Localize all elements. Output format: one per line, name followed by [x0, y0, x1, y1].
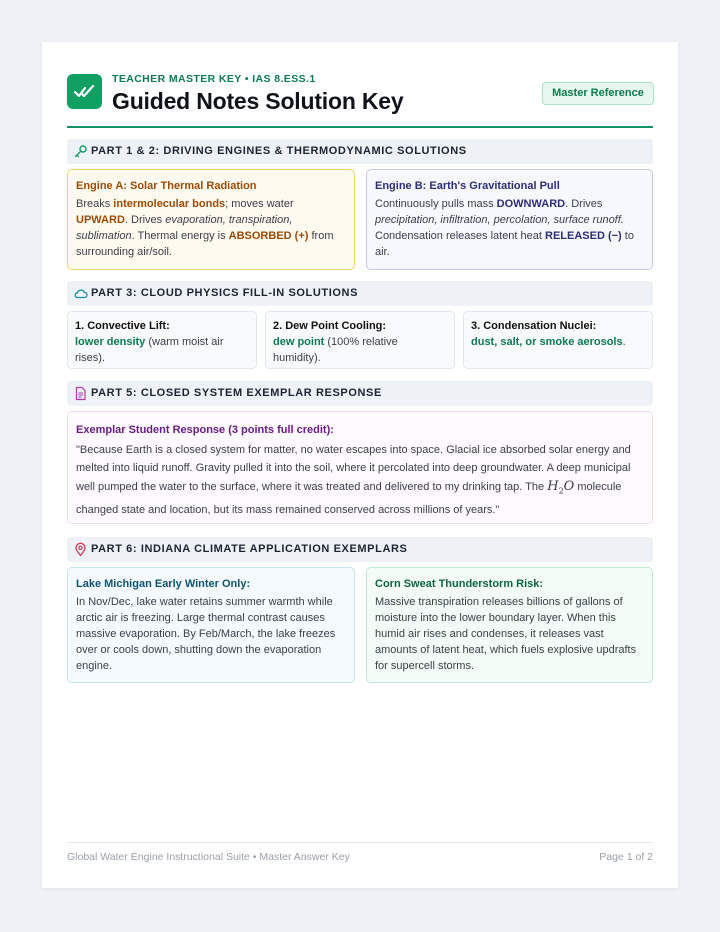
section-title: PART 3: CLOUD PHYSICS FILL-IN SOLUTIONS: [91, 287, 359, 299]
corn-sweat-card: Corn Sweat Thunderstorm Risk: Massive transpiration releases billions of gallons of moisture into the lower boundary layer. When this humid air rises and condenses, it releases vast amounts of latent heat, which fuels explosive updrafts for supercell storms.: [366, 567, 653, 683]
section-header-cloud-physics: [67, 281, 653, 306]
footer-divider: [67, 842, 653, 843]
section-title: PART 6: INDIANA CLIMATE APPLICATION EXEMPLARS: [91, 543, 408, 555]
map-pin-icon: [73, 542, 88, 557]
engine-a-card: [67, 169, 355, 270]
exemplar-card: [67, 411, 653, 524]
engine-b-body: Continuously pulls mass DOWNWARD. Drives precipitation, infiltration, percolation, surface runoff. Condensation releases latent heat RELEASED (−) to air.: [375, 198, 634, 258]
engine-a-title: Engine A: Solar Thermal Radiation: [76, 180, 257, 192]
engine-b-card: [366, 169, 653, 270]
h2o-formula: $H_2O$: [547, 478, 575, 496]
exemplar-title: Exemplar Student Response (3 points full credit):: [76, 424, 334, 436]
page-number: Page 1 of 2: [599, 851, 653, 863]
exemplar-text: "Because Earth is a closed system for matter, no water escapes into space. Glacial ice absorbed solar energy and melted into liquid runoff. Gravity pulled it into the soil, where it percolated into deep groundwater. A deep municipal well pumped the water to the surface, where it was treated and delivered to my drinking tap. The $H_2O$ molecule changed state and location, but its mass remained conserved across millions of years.": [76, 443, 631, 516]
section-title: PART 1 & 2: DRIVING ENGINES & THERMODYNAMIC SOLUTIONS: [91, 145, 467, 157]
double-check-icon: [67, 74, 102, 109]
lake-michigan-card: Lake Michigan Early Winter Only: In Nov/Dec, lake water retains summer warmth while arctic air is freezing. Large thermal contrast causes massive evaporation. By Feb/March, the lake freezes over or cools down, shutting down the evaporation engine.: [67, 567, 355, 683]
cloud-item: 3. Condensation Nuclei: dust, salt, or smoke aerosols.: [463, 311, 653, 369]
header-divider: [67, 126, 653, 128]
section-header-indiana: [67, 537, 653, 562]
master-reference-badge: Master Reference: [542, 82, 654, 105]
header-kicker: TEACHER MASTER KEY • IAS 8.ESS.1: [112, 73, 316, 85]
section-title: PART 5: CLOSED SYSTEM EXEMPLAR RESPONSE: [91, 387, 382, 399]
section-header-closed-system: [67, 381, 653, 406]
footer-left: Global Water Engine Instructional Suite • Master Answer Key: [67, 851, 350, 863]
page-title: Guided Notes Solution Key: [112, 88, 404, 114]
engine-a-body: Breaks intermolecular bonds; moves water UPWARD. Drives evaporation, transpiration, sublimation. Thermal energy is ABSORBED (+) from surrounding air/soil.: [76, 198, 334, 258]
document-icon: [73, 386, 88, 401]
key-icon: [73, 144, 88, 159]
cloud-item: 2. Dew Point Cooling: dew point (100% relative humidity).: [265, 311, 455, 369]
section-header-engines: [67, 139, 653, 164]
document-page: [42, 42, 678, 888]
engine-b-title: Engine B: Earth's Gravitational Pull: [375, 180, 560, 192]
cloud-item: 1. Convective Lift: lower density (warm moist air rises).: [67, 311, 257, 369]
cloud-icon: [73, 286, 88, 301]
